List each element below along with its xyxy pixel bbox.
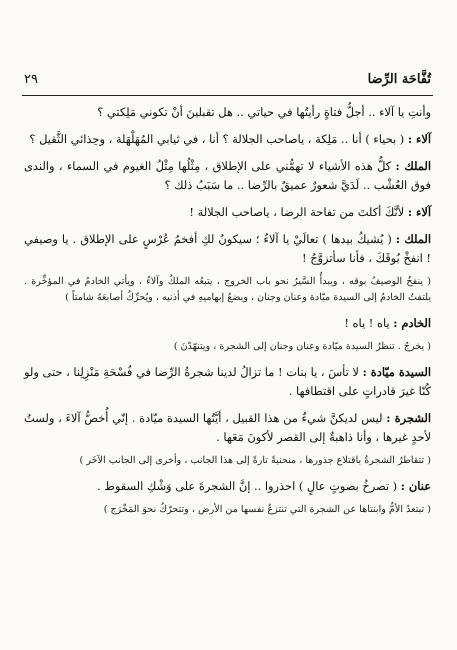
speaker-name: الملك : [395,159,432,173]
running-header [24,72,431,94]
running-title: تُفَّاحَة الرِّضا [367,72,431,87]
stage-direction: ( ينفخُ الوصيفُ بوقه ، ويبدأُ السَّيرُ نحو باب الخروج ، يتبعُه الملكُ وآلاءُ ، ويأتي الخادمُ في المؤخِّرة . يلتفتُ الخادمُ إلى السيدة ميّادة وعنان وجنان ، ويضعُ إبهاميهِ في أذنيه ، ويُحرِّكُ أصابعَهُ شامتاً ) [24,276,431,303]
dialogue-line [24,103,431,122]
dialogue-text: لأنَّكَ أكلتَ من تفاحة الرضا ، ياصاحب الجلالة ! [189,205,405,219]
dialogue-text: لا تأسَ ، يا بنات ! ما تزالُ لدينا شجرةُ الرِّضا في فُسْحَةِ مَنْزِلِنا ، حتى ولو كُنّا غيرَ قادراتٍ على اقتطافها . [24,365,431,398]
dialogue-line [24,157,431,195]
page-number: ٢٩ [24,72,38,87]
dialogue-text: ( يُشيكُ بيدها ) تعالَيْ يا آلاءُ ؛ سيكونُ لكِ أفخمُ عُرْسٍ على الإطلاق . يا وصيفي ! انفخْ بُوقَكَ ، فأنا سأتزوَّجُ ! [24,232,431,265]
stage-direction: ( تتقاطرُ الشجرةُ باقتلاع جذورها ، منحنيةً تارةً إلى هذا الجانب ، وأخرى إلى الجانب الآخَر ) [79,455,431,466]
speaker-name: آلاء : [407,132,431,146]
stage-direction: ( يخرجُ . تنظرُ السيدة ميّادة وعنان وجنان إلى الشجرة ، ويتنهّدْنَ ) [173,341,431,352]
speaker-name: الشجرة : [386,411,432,425]
speaker-name: الملك : [395,232,431,246]
header-rule [22,95,433,96]
dialogue-line [24,363,431,401]
dialogue-text: ياه ! ياه ! [344,316,390,330]
dialogue-line [24,409,431,447]
dialogue-line [24,203,431,222]
speaker-name: عنان : [400,479,431,493]
page-body [24,103,431,526]
dialogue-line [24,477,431,496]
dialogue-text: كلُّ هذه الأشياء لا تهمُّني على الإطلاق ، مِثْلُها مِثْلُ الغيوم في السماء ، والندى فوق العُشْب .. لَدَيَّ شعورٌ عميقٌ بالرِّضا .. ما سَبَبُ ذلك ؟ [24,159,431,192]
dialogue-text: ليس لديكنَّ شيءٌ من هذا القبيل ، أيَّتُها السيدة ميّادة . إنّي أُخصُّ آلاءَ ، ولستُ لأحدٍ غيرها ، وأنا ذاهبةٌ إلى القصر لأكونَ مَعَها . [24,411,431,444]
dialogue-line [24,314,431,333]
speaker-name: آلاء : [407,205,431,219]
speaker-name: الخادم : [393,316,431,330]
dialogue-text: وأنتِ يا آلاء .. أجلُّ فتاةٍ رأيتُها في حياتي .. هل تقبلينَ أنْ تكوني مَلِكتي ؟ [97,105,431,119]
dialogue-text: ( تصرخُ بصوتٍ عالٍ ) احذروا .. إنَّ الشجرةَ على وَشْكِ السقوط . [97,479,398,493]
speaker-name: السيدة ميّادة : [362,365,432,379]
dialogue-line [24,230,431,268]
stage-direction: ( تبتعدُ الأمُّ وابنتاها عن الشجرة التي تنتزعُ نفسها من الأرض ، وتتحرّكُ نحوَ المَخْرَج ) [103,504,431,515]
dialogue-text: ( بحياء ) أنا .. مَلِكة ، ياصاحب الجلالة ؟ أنا ، في ثيابي المُهَلْهَلة ، وحِذائي الثَّقيل ؟ [29,132,405,146]
dialogue-line [24,130,431,149]
